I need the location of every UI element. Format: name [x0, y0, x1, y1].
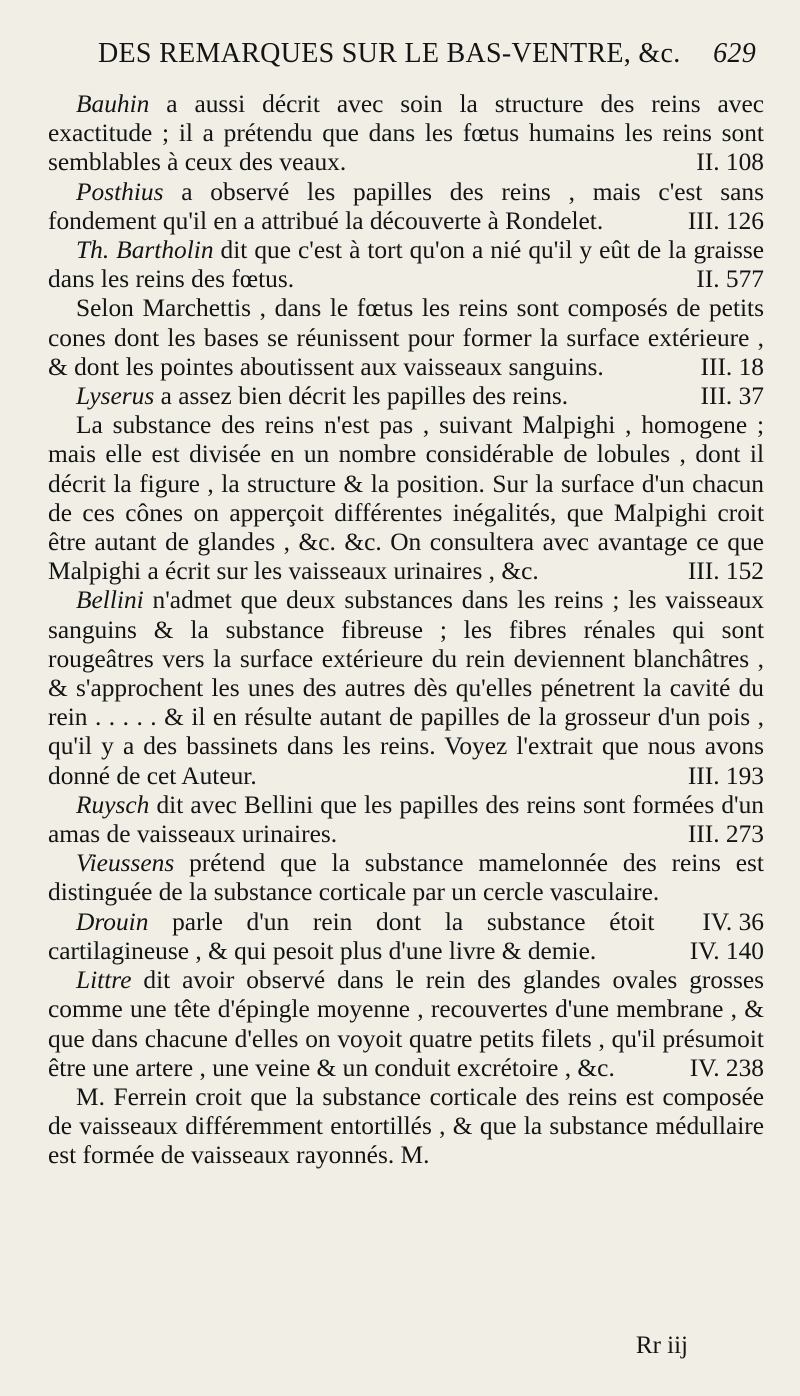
citation-ref: III. 152: [687, 557, 764, 586]
citation-ref: II. 577: [696, 265, 764, 294]
entry-vieussens: Vieussens prétend que la substance mamelonnée des reins est distinguée de la substance corticale par un cercle vasculaire. IV. 36: [48, 849, 764, 936]
entry-bellini: Bellini n'admet que deux substances dans les reins ; les vaisseaux sanguins & la substance fibreuse ; les fibres rénales qui sont rougeâtres vers la surface extérieure du rein deviennent blanchâtres , & s'approchent les unes des autres dès qu'elles pénetrent la cavité du rein . . . . . & il en résulte autant de papilles de la grosseur d'un pois , qu'il y a des bassinets dans les reins. Voyez l'extrait que nous avons donné de cet Auteur. III. 193: [48, 586, 764, 790]
signature-mark: Rr iij: [635, 1332, 688, 1359]
entries: [48, 90, 764, 1171]
citation-ref: II. 108: [696, 148, 764, 177]
entry-ferrein: M. Ferrein croit que la substance corticale des reins est composée de vaisseaux différemment entortillés , & que la substance médullaire est formée de vaisseaux rayonnés. M.: [48, 1082, 764, 1170]
running-head: [48, 38, 764, 90]
entry-bartholin: Th. Bartholin dit que c'est à tort qu'on a nié qu'il y eût de la graisse dans les reins des fœtus. II. 577: [48, 236, 764, 294]
citation-ref: IV. 140: [689, 936, 764, 965]
entry-littre: Littre dit avoir observé dans le rein des glandes ovales grosses comme une tête d'épingle moyenne , recouvertes d'une membrane , & que dans chacune d'elles on voyoit quatre petits filets , qu'il présumoit être une artere , une veine & un conduit excrétoire , &c. IV. 238: [48, 966, 764, 1082]
entry-posthius: Posthius a observé les papilles des reins , mais c'est sans fondement qu'il en a attribué la découverte à Rondelet. III. 126: [48, 177, 764, 235]
page-number: 629: [713, 38, 756, 69]
entry-malpighi: La substance des reins n'est pas , suivant Malpighi , homogene ; mais elle est divisée en un nombre considérable de lobules , dont il décrit la figure , la structure & la position. Sur la surface d'un chacun de ces cônes on apperçoit différentes inégalités, que Malpighi croit être autant de glandes , &c. &c. On consultera avec avantage ce que Malpighi a écrit sur les vaisseaux urinaires , &c. III. 152: [48, 411, 764, 586]
citation-ref: IV. 238: [689, 1053, 764, 1082]
citation-ref: III. 37: [700, 382, 764, 411]
entry-lyserus: Lyserus a assez bien décrit les papilles des reins. III. 37: [76, 382, 764, 411]
entry-drouin: Drouin parle d'un rein dont la substance étoit cartilagineuse , & qui pesoit plus d'une livre & demie. IV. 140: [48, 907, 764, 965]
entry-marchettis: Selon Marchettis , dans le fœtus les reins sont composés de petits cones dont les bases se réunissent pour former la surface extérieure , & dont les pointes aboutissent aux vaisseaux sanguins. III. 18: [48, 294, 764, 381]
citation-ref: III. 126: [687, 206, 764, 235]
citation-ref: III. 273: [687, 820, 764, 849]
citation-ref: III. 193: [687, 761, 764, 790]
entry-ruysch: Ruysch dit avec Bellini que les papilles des reins sont formées d'un amas de vaisseaux urinaires. III. 273: [48, 790, 764, 849]
page-title: DES REMARQUES SUR LE BAS-VENTRE, &c.: [98, 38, 681, 69]
entry-bauhin: Bauhin a aussi décrit avec soin la structure des reins avec exactitude ; il a prétendu que dans les fœtus humains les reins sont semblables à ceux des veaux. II. 108: [48, 90, 764, 177]
citation-ref: IV. 36: [702, 907, 764, 936]
citation-ref: III. 18: [700, 352, 764, 381]
